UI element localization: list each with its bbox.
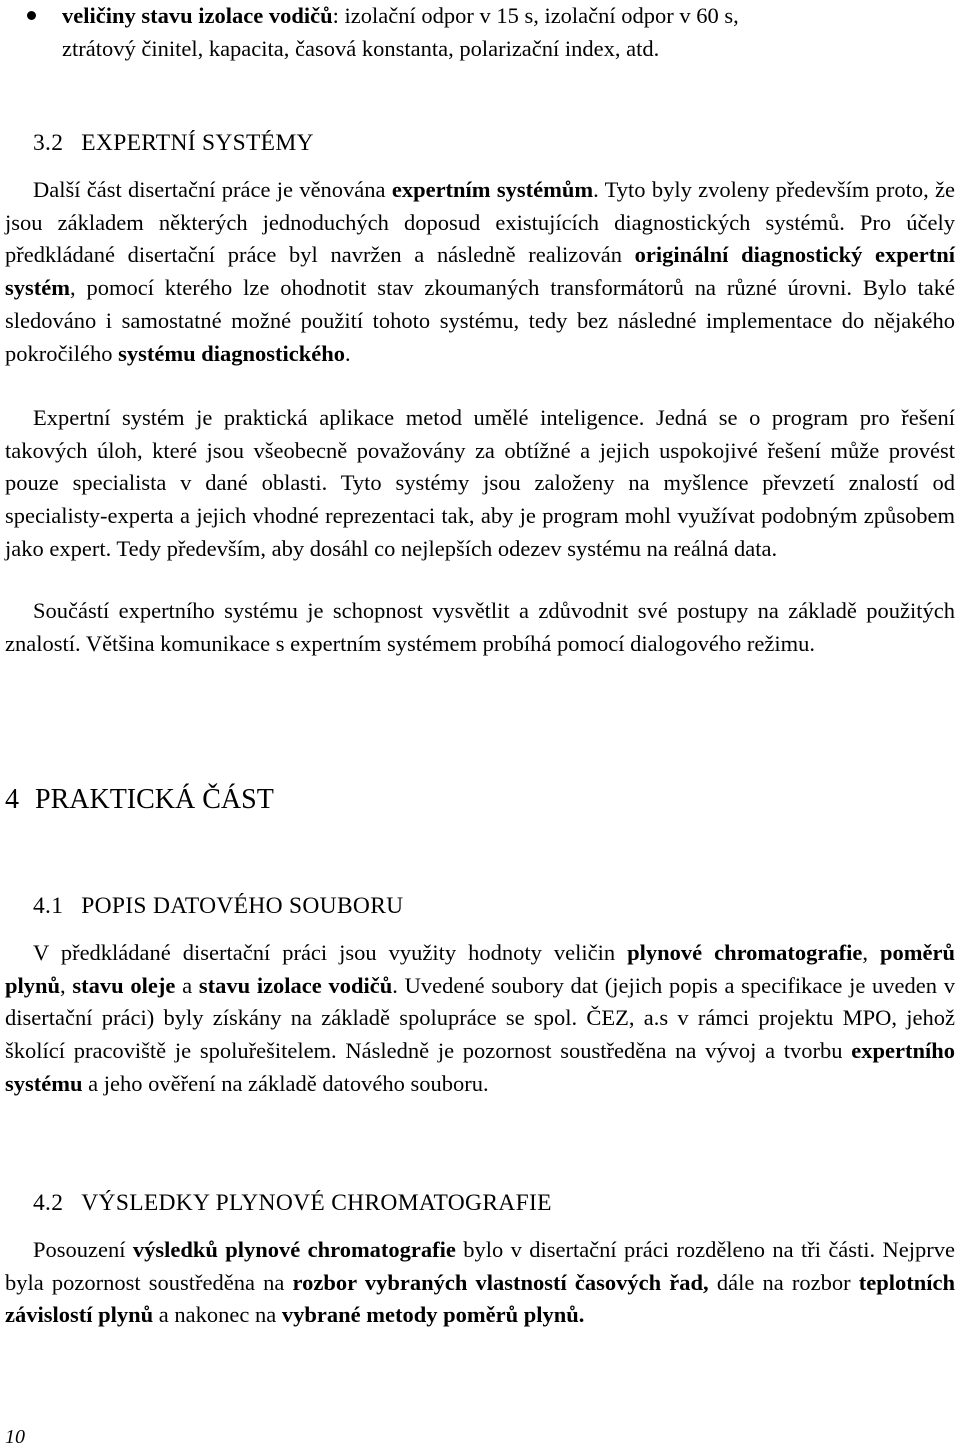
text-run: a nakonec na: [153, 1302, 282, 1328]
section-heading-4-2: [33, 1190, 552, 1217]
bullet-line1: : izolační odpor v 15 s, izolační odpor v 60 s,: [332, 3, 739, 28]
bullet-text: [62, 0, 955, 65]
text-run: . Tyto byly zvoleny především proto, že jsou základem některých jednoduchých doposud existujících diagnostických systémů. Pro účely předkládané disertační práce byl navržen a následně realizován: [5, 177, 956, 268]
section-number: 4.1: [33, 893, 64, 919]
chapter-number: 4: [5, 784, 19, 815]
bold-run: expertního systému: [5, 1038, 955, 1096]
text-run: Expertní systém je praktická aplikace metod umělé inteligence. Jedná se o program pro řešení takových úloh, které jsou všeobecně považovány za obtížné a jejich uspokojivé řešení může provést pouze specialista v dané oblasti. Tyto systémy jsou založeny na myšlence převzetí znalostí od specialisty-experta a jejich vhodné reprezentaci tak, aby je program mohl využívat podobným způsobem jako expert. Tedy především, aby dosáhl co nejlepších odezev systému na reálná data.: [5, 405, 955, 561]
paragraph-data-description: [5, 937, 955, 1101]
bold-run: rozbor vybraných vlastností časových řad,: [292, 1269, 709, 1295]
paragraph-chromatography-results: [5, 1234, 955, 1332]
section-number: 3.2: [33, 130, 64, 156]
text-run: , pomocí kterého lze ohodnotit stav zkoumaných transformátorů na různé úrovni. Bylo také sledováno i samostatné možné použití tohoto systému, tedy bez následné implementace do nějakého pokročilého: [5, 275, 955, 366]
text-run: dále na rozbor: [708, 1269, 859, 1295]
text-run: . Uvedené soubory dat (jejich popis a specifikace je uveden v disertační práci) byly získány na základě spolupráce se spol. ČEZ, a.s v rámci projektu MPO, jehož školící pracoviště je spoluřešitelem. Následně je pozornost soustředěna na vývoj a tvorbu: [5, 972, 955, 1064]
section-heading-3-2: [33, 130, 314, 157]
section-title: VÝSLEDKY PLYNOVÉ CHROMATOGRAFIE: [81, 1190, 552, 1216]
text-run: a: [175, 972, 199, 998]
section-title: POPIS DATOVÉHO SOUBORU: [81, 893, 404, 919]
bold-run: expertním systémům: [391, 177, 594, 202]
paragraph-expert-system-definition: [5, 402, 955, 566]
text-run: V předkládané disertační práci jsou využity hodnoty veličin: [33, 940, 628, 965]
text-run: Posouzení: [33, 1237, 133, 1262]
text-run: .: [345, 340, 351, 366]
bold-run: poměrů plynů: [5, 940, 956, 998]
paragraph-expert-systems-intro: [5, 174, 955, 370]
page-number: 10: [5, 1426, 25, 1448]
bold-run: výsledků plynové chromatografie: [132, 1237, 456, 1262]
paragraph-explanation: [5, 595, 955, 660]
bold-run: vybrané metody poměrů plynů.: [281, 1302, 585, 1328]
bold-run: teplotních závislostí plynů: [5, 1269, 955, 1328]
bold-run: originální diagnostický expertní systém: [5, 242, 955, 301]
bullet-icon: [27, 11, 36, 20]
text-run: Součástí expertního systému je schopnost vysvětlit a zdůvodnit své postupy na základě použitých znalostí. Většina komunikace s expertním systémem probíhá pomocí dialogového režimu.: [5, 598, 955, 656]
bullet-line2: ztrátový činitel, kapacita, časová konstanta, polarizační index, atd.: [62, 35, 660, 61]
bold-run: systému diagnostického: [118, 340, 345, 366]
text-run: a jeho ověření na základě datového souboru.: [82, 1070, 489, 1096]
bullet-term: veličiny stavu izolace vodičů: [62, 3, 333, 28]
bold-run: plynové chromatografie: [627, 940, 863, 965]
text-run: ,: [60, 972, 73, 998]
text-run: ,: [862, 940, 881, 965]
section-heading-4-1: [33, 893, 403, 920]
text-run: bylo v disertační práci rozděleno na tři části. Nejprve byla pozornost soustředěna na: [5, 1237, 955, 1295]
chapter-title: PRAKTICKÁ ČÁST: [35, 784, 274, 815]
section-title: EXPERTNÍ SYSTÉMY: [81, 130, 314, 156]
text-run: Další část disertační práce je věnována: [33, 177, 392, 202]
chapter-heading-4: [5, 784, 274, 816]
bold-run: stavu izolace vodičů: [198, 972, 393, 998]
bold-run: stavu oleje: [72, 972, 176, 998]
section-number: 4.2: [33, 1190, 64, 1216]
